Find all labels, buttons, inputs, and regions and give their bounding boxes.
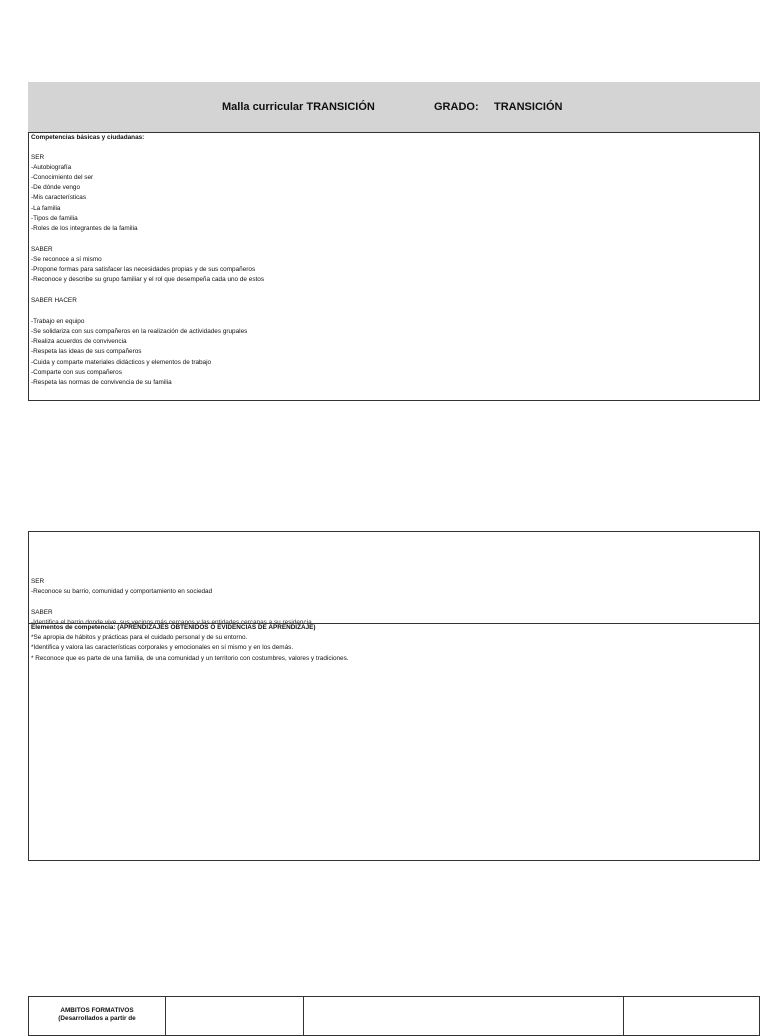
header-bar — [28, 82, 760, 132]
ser-item: -Mis características — [31, 194, 87, 201]
ambitos-table — [28, 996, 760, 1036]
saber-hacer-item: -Cuida y comparte materiales didácticos y elementos de trabajo — [31, 359, 212, 366]
grade-value: TRANSICIÓN — [494, 101, 563, 113]
elementos-box — [28, 623, 760, 861]
saber-hacer-item: -Respeta las ideas de sus compañeros — [31, 348, 142, 355]
ambitos-header — [29, 1007, 165, 1023]
section2-ser-title: SER — [31, 578, 45, 585]
elementos-item: * Reconoce que es parte de una familia, de una comunidad y un territorio con costumbres, valores y tradiciones. — [31, 655, 349, 662]
competencias-heading: Competencias básicas y ciudadanas: — [31, 134, 145, 141]
ambitos-line2: (Desarrollados a partir de — [58, 1015, 136, 1022]
elementos-item: *Se apropia de hábitos y prácticas para el cuidado personal y de su entorno. — [31, 634, 248, 641]
table-column-divider — [303, 997, 304, 1035]
ser-item: -De dónde vengo — [31, 184, 81, 191]
ser-item: -Conocimiento del ser — [31, 174, 94, 181]
ser-item: -Tipos de familia — [31, 215, 78, 222]
competencias-box — [28, 132, 760, 401]
table-column-divider — [623, 997, 624, 1035]
saber-item: -Reconoce y describe su grupo familiar y el rol que desempeña cada uno de estos — [31, 276, 265, 283]
saber-hacer-item: -Se solidariza con sus compañeros en la realización de actividades grupales — [31, 328, 248, 335]
page-title: Malla curricular TRANSICIÓN — [222, 101, 375, 113]
saber-item: -Propone formas para satisfacer las necesidades propias y de sus compañeros — [31, 266, 256, 273]
ser-item: -Roles de los integrantes de la familia — [31, 225, 138, 232]
saber-hacer-item: -Comparte con sus compañeros — [31, 369, 122, 376]
grade-label: GRADO: — [434, 101, 479, 113]
saber-hacer-title: SABER HACER — [31, 297, 77, 304]
section2-ser-item: -Reconoce su barrio, comunidad y comportamiento en sociedad — [31, 588, 213, 595]
saber-title: SABER — [31, 246, 53, 253]
saber-hacer-item: -Trabajo en equipo — [31, 318, 85, 325]
ambitos-line1: AMBITOS FORMATIVOS — [60, 1007, 134, 1014]
table-column-divider — [165, 997, 166, 1035]
saber-hacer-item: -Realiza acuerdos de convivencia — [31, 338, 127, 345]
elementos-heading: Elementos de competencia: (APRENDIZAJES OBTENIDOS O EVIDENCIAS DE APRENDIZAJE) — [31, 624, 316, 631]
ser-item: -Autobiografía — [31, 164, 72, 171]
ser-title: SER — [31, 154, 45, 161]
saber-item: -Se reconoce a sí mismo — [31, 256, 102, 263]
section2-saber-title: SABER — [31, 609, 53, 616]
ser-item: -La familia — [31, 205, 61, 212]
saber-hacer-item: -Respeta las normas de convivencia de su familia — [31, 379, 172, 386]
section2-box — [28, 531, 760, 624]
elementos-item: *Identifica y valora las características corporales y emocionales en sí mismo y en los demás. — [31, 644, 294, 651]
